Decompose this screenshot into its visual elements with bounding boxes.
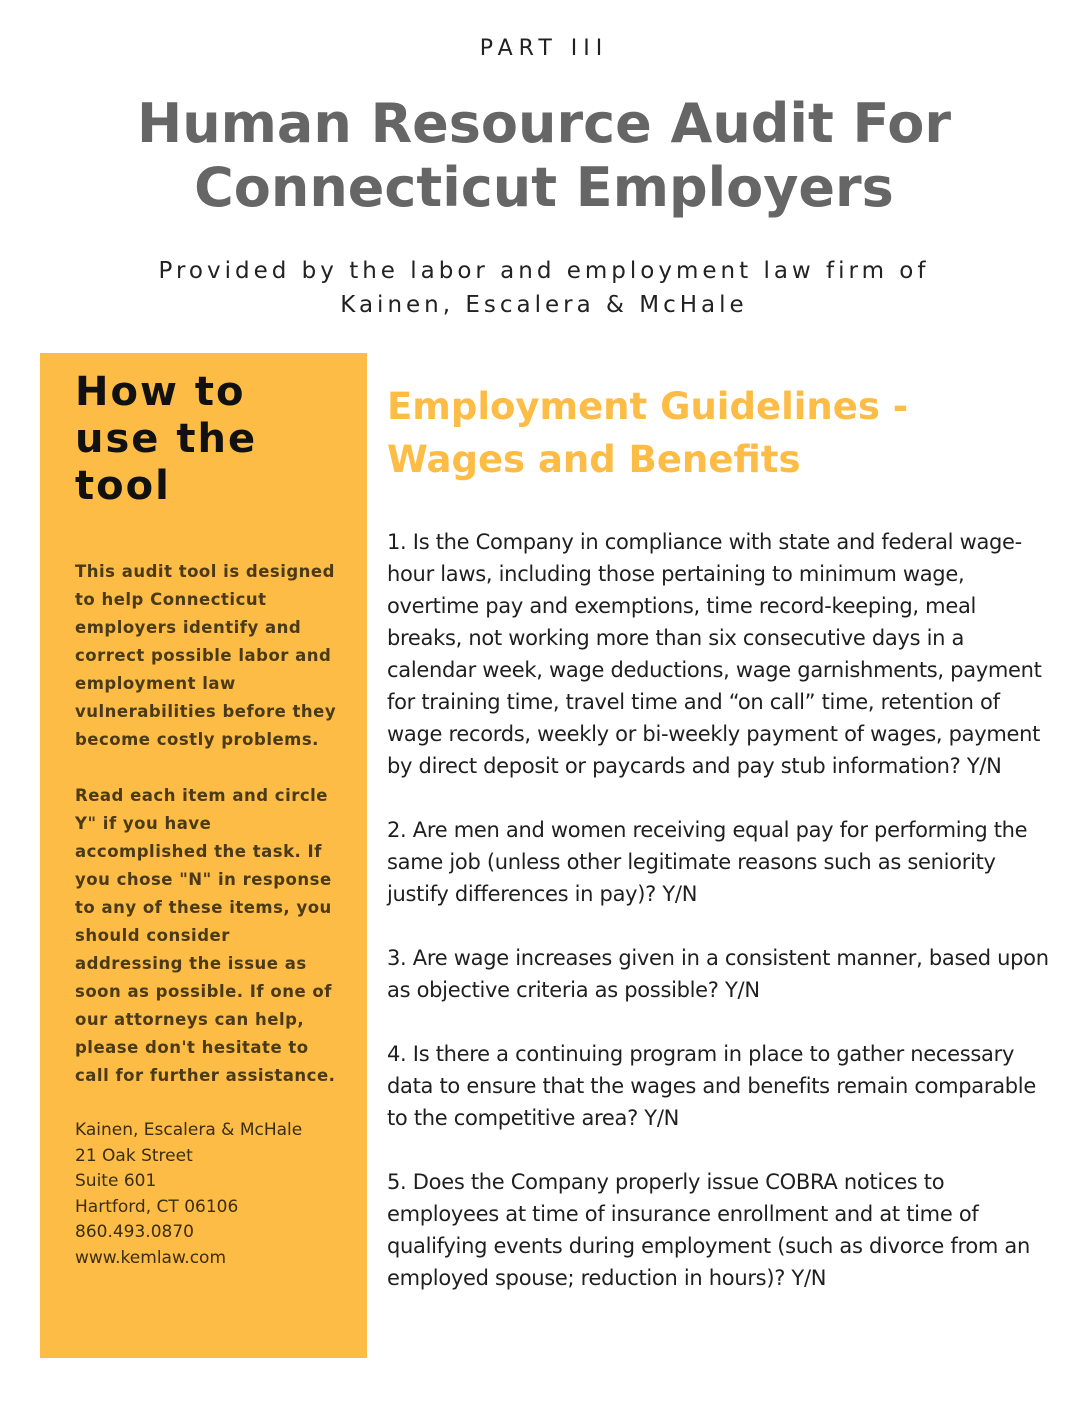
contact-suite: Suite 601 (75, 1171, 157, 1191)
question-item: 5. Does the Company properly issue COBRA notices to employees at time of insurance enrollment and at time of qualifying events during employment (such as divorce from an employed spouse; reduction in hours)? Y/N (387, 1170, 1030, 1290)
page-title-line-1: Human Resource Audit For (137, 92, 951, 155)
sidebar-instructions-paragraph: Read each item and circle Y" if you have accomplished the task. If you chose "N" in response to any of these items, you should consider addressing the issue as soon as possible. If one of our attorneys can help, please don't hesitate to call for further assistance. (75, 786, 336, 1085)
section-title-line-2: Wages and Benefits (387, 438, 801, 481)
sidebar-title-line-2: use the (75, 416, 258, 462)
question-item: 3. Are wage increases given in a consistent manner, based upon as objective criteria as possible? Y/N (387, 946, 1049, 1002)
page-subtitle (0, 254, 1088, 322)
page-title (0, 92, 1088, 220)
sidebar-title (75, 369, 341, 510)
part-label: PART III (479, 36, 609, 61)
contact-firm: Kainen, Escalera & McHale (75, 1120, 303, 1140)
instructions-sidebar (40, 353, 367, 1358)
contact-city: Hartford, CT 06106 (75, 1196, 239, 1217)
contact-website[interactable]: www.kemlaw.com (75, 1247, 227, 1268)
contact-block (75, 1118, 341, 1271)
sidebar-title-line-3: tool (75, 463, 171, 509)
contact-street: 21 Oak Street (75, 1145, 193, 1166)
question-item: 2. Are men and women receiving equal pay for performing the same job (unless other legitimate reasons such as seniority justify differences in pay)? Y/N (387, 818, 1028, 906)
contact-phone: 860.493.0870 (75, 1222, 194, 1242)
section-title (387, 380, 1007, 486)
sidebar-intro-paragraph: This audit tool is designed to help Connecticut employers identify and correct possible labor and employment law vulnerabilities before they become costly problems. (75, 562, 337, 749)
subtitle-line-1: Provided by the labor and employment law firm of (158, 258, 930, 284)
question-item: 4. Is there a continuing program in place to gather necessary data to ensure that the wages and benefits remain comparable to the competitive area? Y/N (387, 1042, 1036, 1130)
question-list (387, 526, 1052, 1326)
section-title-line-1: Employment Guidelines - (387, 385, 909, 428)
page-title-line-2: Connecticut Employers (194, 156, 894, 219)
question-item: 1. Is the Company in compliance with state and federal wage-hour laws, including those pertaining to minimum wage, overtime pay and exemptions, time record-keeping, meal breaks, not working more than six consecutive days in a calendar week, wage deductions, wage garnishments, payment for training time, travel time and “on call” time, retention of wage records, weekly or bi-weekly payment of wages, payment by direct deposit or paycards and pay stub information? Y/N (387, 530, 1042, 778)
sidebar-title-line-1: How to (75, 369, 246, 415)
subtitle-line-2: Kainen, Escalera & McHale (340, 292, 748, 318)
